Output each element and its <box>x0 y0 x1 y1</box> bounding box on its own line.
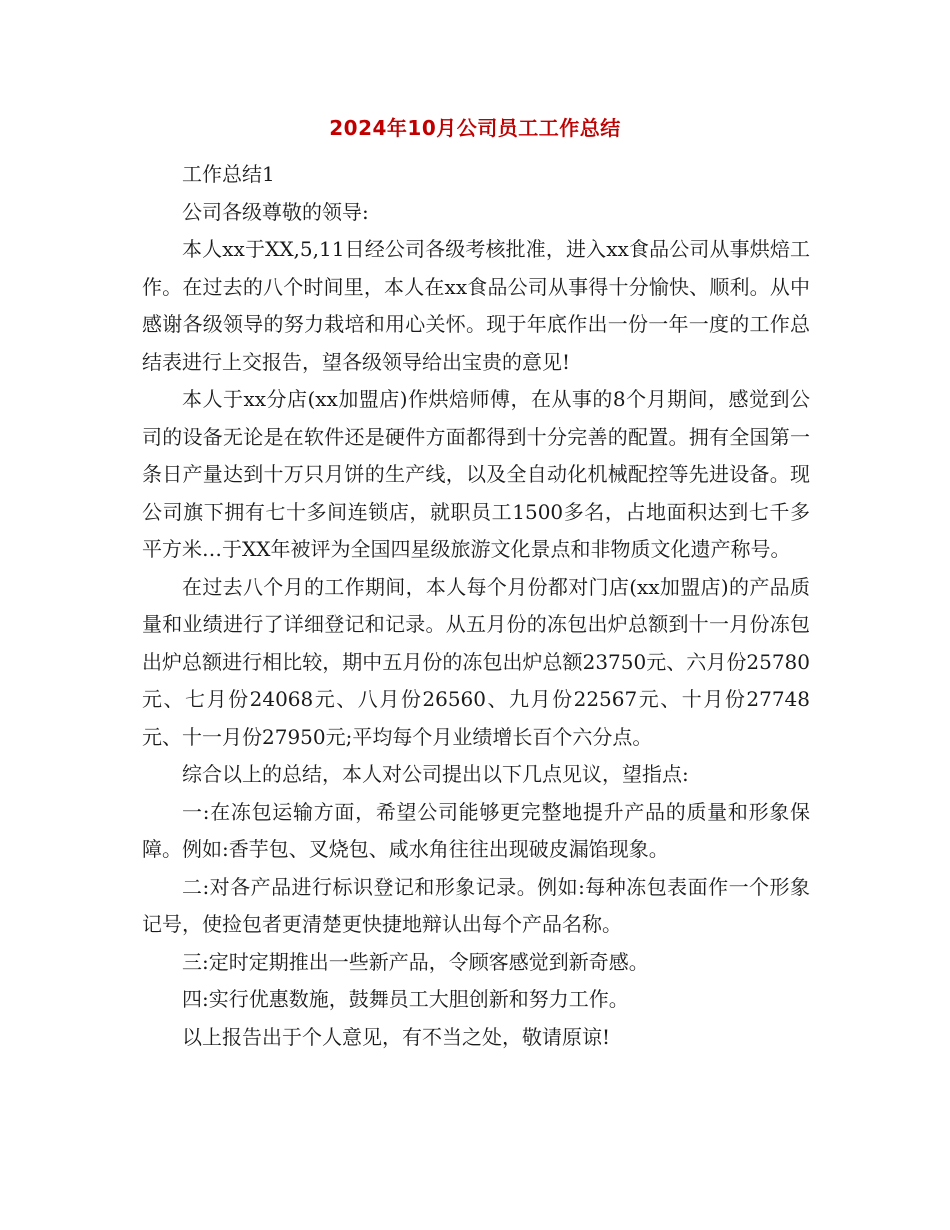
paragraph: 综合以上的总结，本人对公司提出以下几点见议，望指点: <box>182 762 689 786</box>
suggestion-item: 四:实行优惠数施，鼓舞员工大胆创新和努力工作。 <box>182 987 629 1011</box>
document-body <box>142 156 810 1056</box>
suggestion-item: 一:在冻包运输方面，希望公司能够更完整地提升产品的质量和形象保障。例如:香芋包、叉烧包、咸水角往往出现破皮漏馅现象。 <box>142 799 810 861</box>
document-title: 2024年10月公司员工工作总结 <box>329 116 621 140</box>
closing-line: 以上报告出于个人意见，有不当之处，敬请原谅! <box>182 1024 611 1049</box>
section-heading: 工作总结1 <box>182 162 275 186</box>
suggestion-item: 三:定时定期推出一些新产品，令顾客感觉到新奇感。 <box>182 949 649 974</box>
suggestion-item: 二:对各产品进行标识登记和形象记录。例如:每种冻包表面作一个形象记号，使捡包者更清楚更快捷地辩认出每个产品名称。 <box>142 874 810 936</box>
paragraph: 本人于xx分店(xx加盟店)作烘焙师傅，在从事的8个月期间，感觉到公司的设备无论是在软件还是硬件方面都得到十分完善的配置。拥有全国第一条日产量达到十万只月饼的生产线，以及全自动化机械配控等先进设备。现公司旗下拥有七十多间连锁店，就职员工1500多名，占地面积达到七千多平方米…于XX年被评为全国四星级旅游文化景点和非物质文化遗产称号。 <box>142 387 810 561</box>
paragraph: 本人xx于XX,5,11日经公司各级考核批准，进入xx食品公司从事烘焙工作。在过去的八个时间里，本人在xx食品公司从事得十分愉快、顺利。从中感谢各级领导的努力栽培和用心关怀。现于年底作出一份一年一度的工作总结表进行上交报告，望各级领导给出宝贵的意见! <box>142 237 810 374</box>
salutation: 公司各级尊敬的领导: <box>182 199 369 224</box>
paragraph: 在过去八个月的工作期间，本人每个月份都对门店(xx加盟店)的产品质量和业绩进行了详细登记和记录。从五月份的冻包出炉总额到十一月份冻包出炉总额进行相比较，期中五月份的冻包出炉总额23750元、六月份25780元、七月份24068元、八月份26560、九月份22567元、十月份27748元、十一月份27950元;平均每个月业绩增长百个六分点。 <box>142 574 810 749</box>
